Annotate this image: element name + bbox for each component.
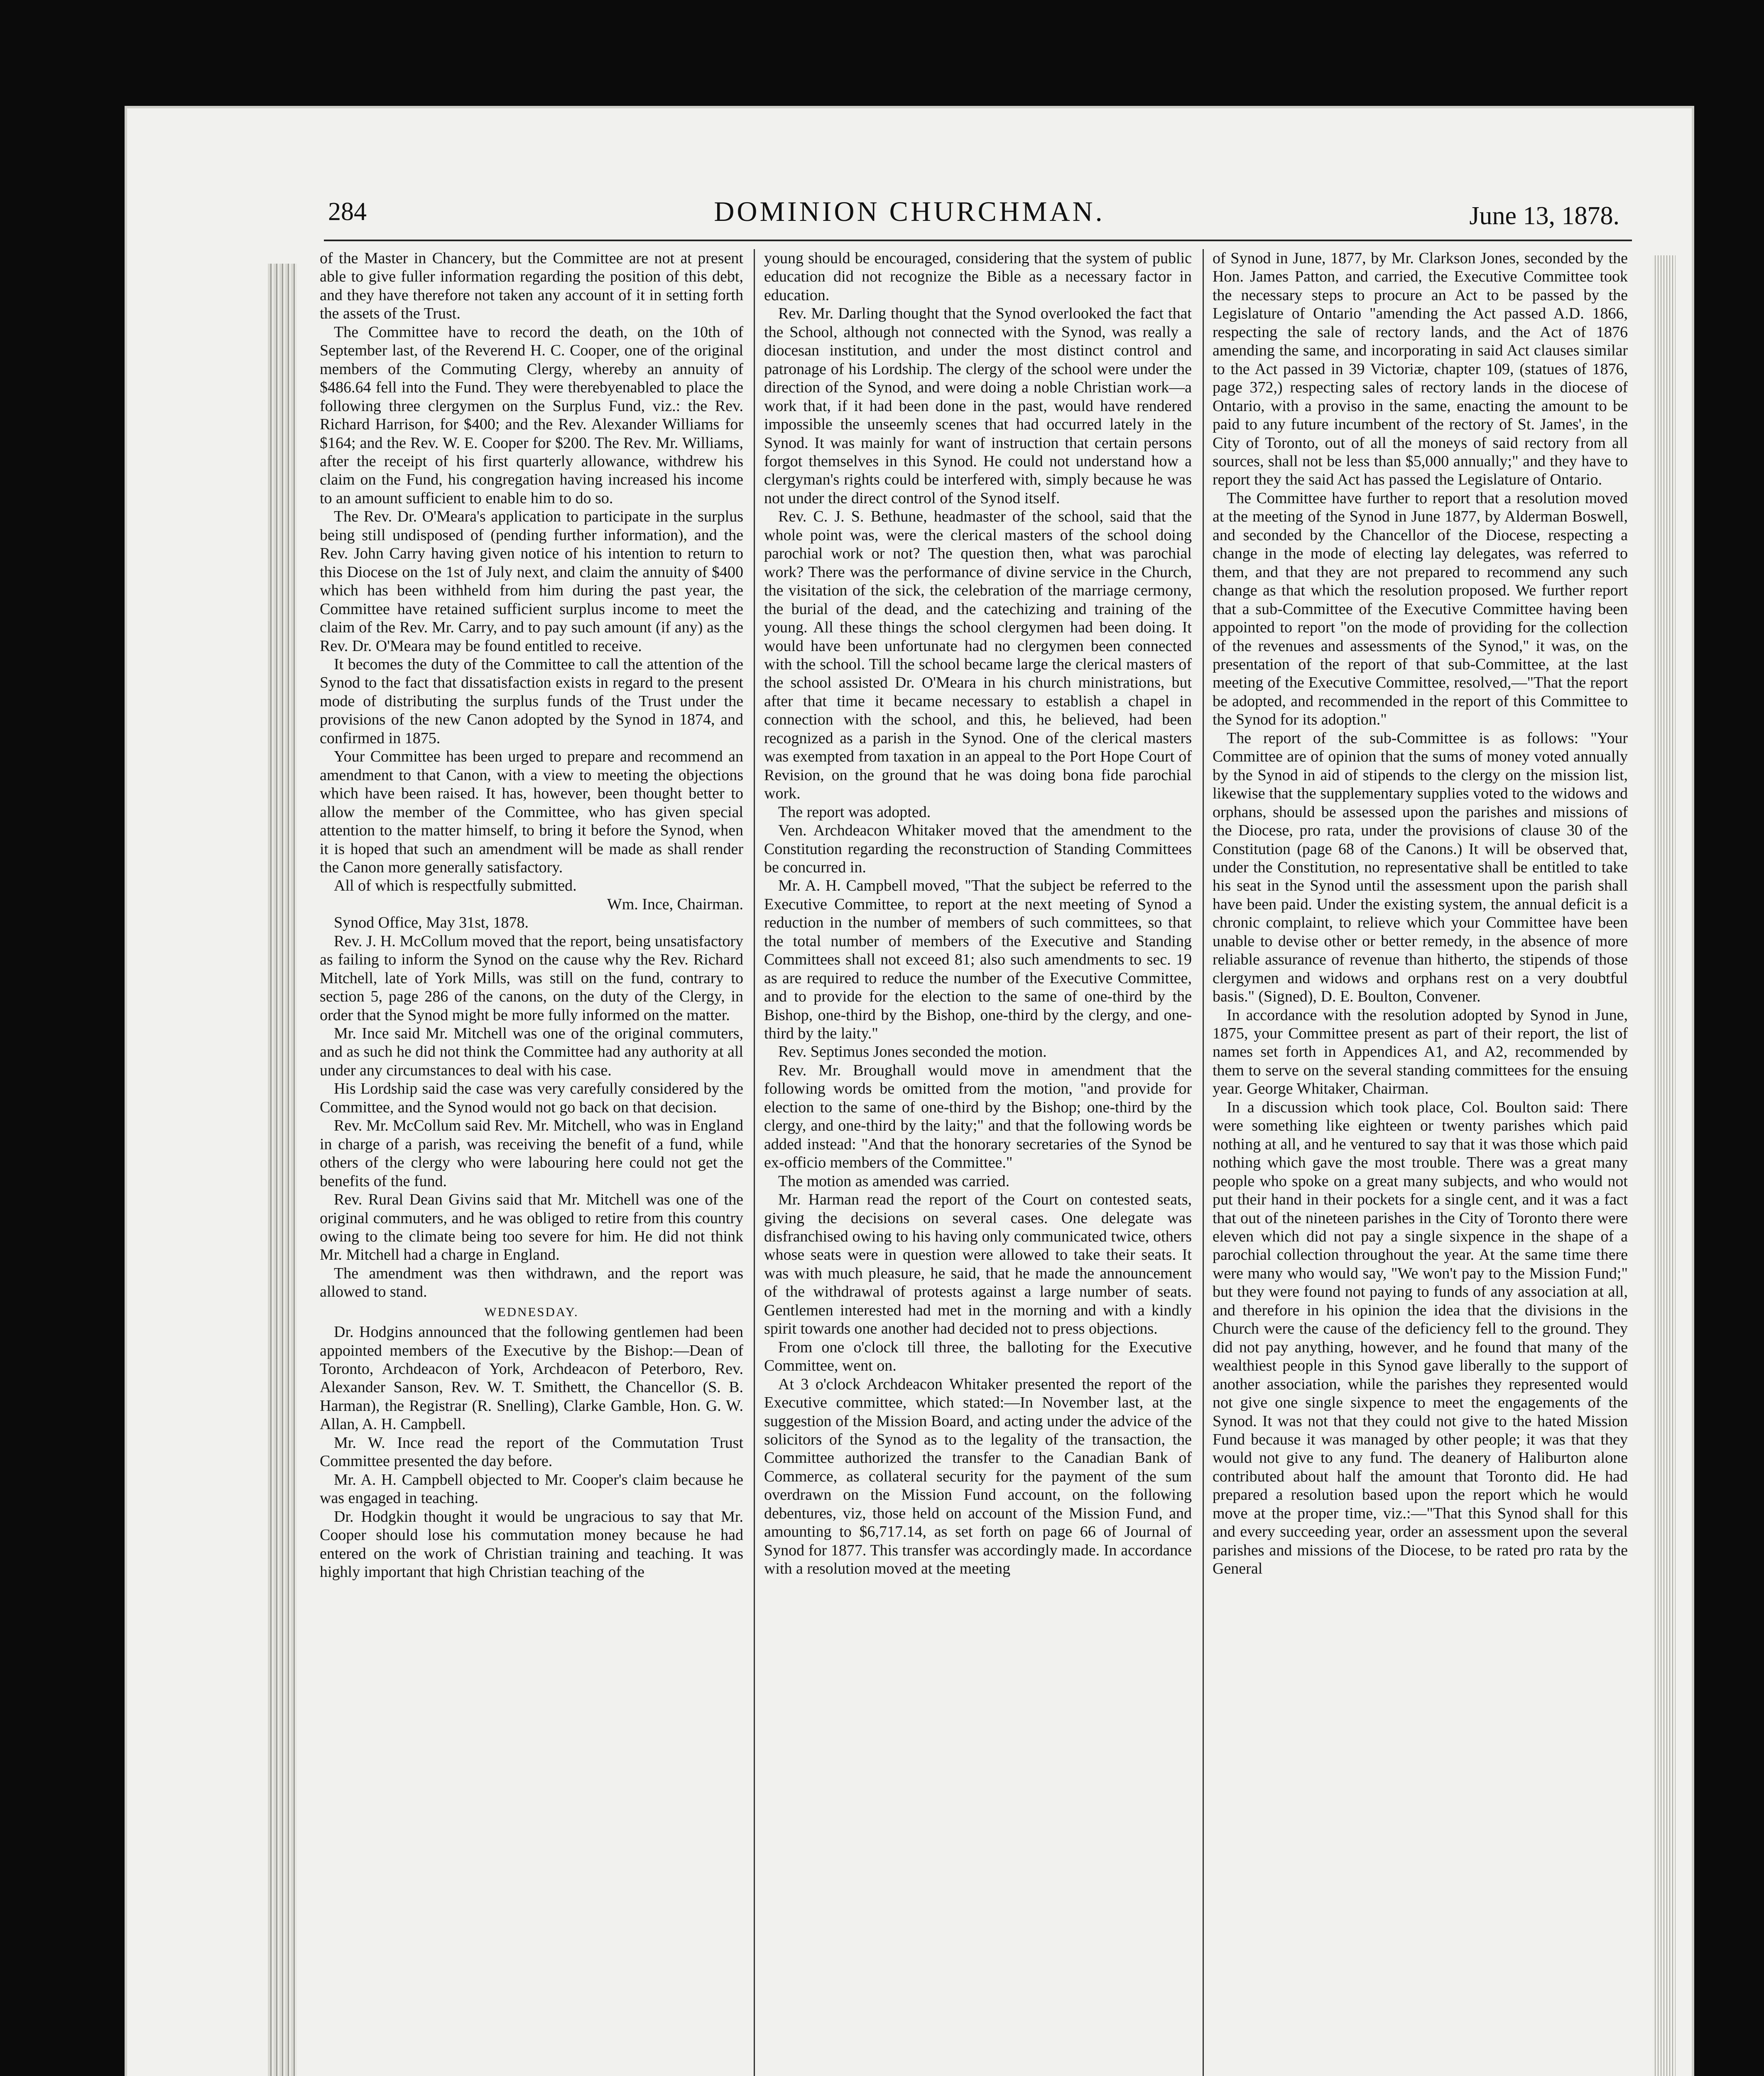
paragraph: The report of the sub-Committee is as follows: "Your Committee are of opinion that the sums of money voted annually by the Synod in aid of stipends to the clergy on the mission list, likewise that the supplementary supplies voted to the widows and orphans, should be assessed upon the parishes and missions of the Diocese, pro rata, under the provisions of clause 30 of the Constitution (page 68 of the Canons.) It will be observed that, under the Constitution, no representative shall be entitled to take his seat in the Synod until the assessment upon the parish shall have been paid. Under the existing system, the annual deficit is a chronic complaint, to relieve which your Committee have been unable to devise other or better remedy, in the absence of more reliable assurance of revenue than hitherto, the stipends of those clergymen and widows and orphans rest on a very doubtful basis." (Signed), D. E. Boulton, Convener. bbox=[1213, 729, 1628, 1006]
paragraph: Dr. Hodgins announced that the following gentlemen had been appointed members of the Executive by the Bishop:—Dean of Toronto, Archdeacon of York, Archdeacon of Peterboro, Rev. Alexander Sanson, Rev. W. T. Smithett, the Chancellor (S. B. Harman), the Registrar (R. Snelling), Clarke Gamble, Hon. G. W. Allan, A. H. Campbell. bbox=[320, 1323, 743, 1433]
paragraph: Mr. Ince said Mr. Mitchell was one of the original commuters, and as such he did not think the Committee had any authority at all under any circumstances to deal with his case. bbox=[320, 1025, 743, 1079]
paragraph: Mr. W. Ince read the report of the Commutation Trust Committee presented the day before. bbox=[320, 1434, 743, 1470]
paragraph: In a discussion which took place, Col. Boulton said: There were something like eighteen or twenty parishes which paid nothing at all, and he ventured to say that it was those which paid nothing which gave the most trouble. There was a great many people who spoke on a great many subjects, and who would not put their hand in their pockets for a single cent, and it was a fact that out of the nineteen parishes in the City of Toronto there were eleven which did not pay a single sixpence in the shape of a parochial collection throughout the year. At the same time there were many who would say, "We won't pay to the Mission Fund;" but they were found not paying to funds of any association at all, and therefore in his opinion the idea that the divisions in the Church were the cause of the deficiency fell to the ground. They did not pay anything, however, and he found that many of the wealthiest people in this Synod gave liberally to the support of another association, while the parishes they represented would not give one single sixpence to meet the engagements of the Synod. It was not that they could not give to the hated Mission Fund because it was managed by other people; it was that they would not give to any fund. The deanery of Haliburton alone contributed about half the amount that Toronto did. He had prepared a resolution based upon the report which he would move at the proper time, viz.:—"That this Synod shall for this and every succeeding year, order an assessment upon the several parishes and missions of the Diocese, to be rated pro rata by the General bbox=[1213, 1098, 1628, 1578]
paragraph: Rev. Septimus Jones seconded the motion. bbox=[778, 1043, 1047, 1061]
paragraph: The motion as amended was carried. bbox=[778, 1172, 1010, 1190]
text-column-2 bbox=[764, 249, 1192, 2076]
paragraph: All of which is respectfully submitted. bbox=[334, 877, 577, 895]
paragraph: Ven. Archdeacon Whitaker moved that the amendment to the Constitution regarding the reconstruction of Standing Committees be concurred in. bbox=[764, 822, 1192, 876]
page-number: 284 bbox=[328, 198, 367, 226]
page-edge bbox=[1653, 255, 1676, 2076]
paragraph: The Rev. Dr. O'Meara's application to participate in the surplus being still undisposed of (pending further information), and the Rev. John Carry having given notice of his intention to return to this Diocese on the 1st of July next, and claim the annuity of $400 which has been withheld from him during the past year, the Committee have retained sufficient surplus income to meet the claim of the Rev. Mr. Carry, and to pay such amount (if any) as the Rev. Dr. O'Meara may be found entitled to receive. bbox=[320, 508, 743, 655]
masthead: DOMINION CHURCHMAN. bbox=[714, 196, 1105, 227]
page-binding bbox=[268, 264, 297, 2076]
paragraph: From one o'clock till three, the balloting for the Executive Committee, went on. bbox=[764, 1338, 1192, 1375]
column-divider bbox=[754, 249, 755, 2076]
paragraph: young should be encouraged, considering that the system of public education did not recognize the Bible as a necessary factor in education. bbox=[764, 250, 1192, 304]
paragraph: Rev. C. J. S. Bethune, headmaster of the school, said that the whole point was, were the clerical masters of the school doing parochial work or not? The question then, what was parochial work? There was the performance of divine service in the Church, the visitation of the sick, the celebration of the marriage cermony, the burial of the dead, and the catechizing and training of the young. All these things the school clergymen had been doing. It would have been unfortunate had no clergymen been connected with the school. Till the school became large the clerical masters of the school assisted Dr. O'Meara in his church ministrations, but after that time it became necessary to establish a chapel in connection with the school, and this, he believed, had been recognized as a parish in the Synod. One of the clerical masters was exempted from taxation in an appeal to the Port Hope Court of Revision, on the ground that he was doing bona fide parochial work. bbox=[764, 508, 1192, 803]
paragraph: Mr. Harman read the report of the Court on contested seats, giving the decisions on several cases. One delegate was disfranchised owing to his having only communicated twice, others whose seats were in question were allowed to take their seats. It was with much pleasure, he said, that he made the announcement of the withdrawal of protests against a large number of seats. Gentlemen interested had met in the morning and with a kindly spirit towards one another had decided not to press objections. bbox=[764, 1191, 1192, 1338]
paragraph: Rev. Mr. McCollum said Rev. Mr. Mitchell, who was in England in charge of a parish, was receiving the benefit of a fund, while others of the clergy who were labouring here could not get the benefits of the fund. bbox=[320, 1117, 743, 1190]
paragraph: The report was adopted. bbox=[778, 803, 931, 821]
paragraph: Mr. A. H. Campbell objected to Mr. Cooper's claim because he was engaged in teaching. bbox=[320, 1471, 743, 1507]
paragraph: Rev. J. H. McCollum moved that the report, being unsatisfactory as failing to inform the Synod on the cause why the Rev. Richard Mitchell, late of York Mills, was still on the fund, contrary to section 5, page 286 of the canons, on the duty of the Clergy, in order that the Synod might be more fully informed on the matter. bbox=[320, 932, 743, 1024]
paragraph: Your Committee has been urged to prepare and recommend an amendment to that Canon, with a view to meeting the objections which have been raised. It has, however, been thought better to allow the member of the Committee, who has given special attention to the matter himself, to bring it before the Synod, when it is hoped that such an amendment will be made as shall render the Canon more generally satisfactory. bbox=[320, 748, 743, 876]
paragraph: The amendment was then withdrawn, and the report was allowed to stand. bbox=[320, 1264, 743, 1301]
text-column-1 bbox=[320, 249, 743, 2076]
paragraph: At 3 o'clock Archdeacon Whitaker presented the report of the Executive committee, which stated:—In November last, at the suggestion of the Mission Board, and acting under the advice of the solicitors of the Synod as to the legality of the transaction, the Committee authorized the transfer to the Canadian Bank of Commerce, as collateral security for the payment of the sum overdrawn on the Mission Fund account, on the following debentures, viz, those held on account of the Mission Fund, and amounting to $6,717.14, as set forth on page 66 of Journal of Synod for 1877. This transfer was accordingly made. In accordance with a resolution moved at the meeting bbox=[764, 1375, 1192, 1578]
paragraph: Rev. Mr. Darling thought that the Synod overlooked the fact that the School, although not connected with the Synod, was really a diocesan institution, and under the most distinct control and patronage of his Lordship. The clergy of the school were under the direction of the Synod, and were doing a noble Christian work—a work that, if it had been done in the past, would have rendered impossible the unseemly scenes that had occurred lately in the Synod. It was mainly for want of instruction that certain persons forgot themselves in this Synod. He could not understand how a clergyman's rights could be interfered with, simply because he was not under the direct control of the Synod itself. bbox=[764, 305, 1192, 507]
paragraph: of the Master in Chancery, but the Committee are not at present able to give fuller information regarding the position of this debt, and they have therefore not taken any account of it in setting forth the assets of the Trust. bbox=[320, 250, 743, 323]
paragraph: His Lordship said the case was very carefully considered by the Committee, and the Synod would not go back on that decision. bbox=[320, 1080, 743, 1116]
paragraph: WEDNESDAY. bbox=[484, 1304, 579, 1319]
paragraph: Rev. Mr. Broughall would move in amendment that the following words be omitted from the motion, "and provide for election to the same of one-third by the Bishop; one-third by the clergy, and one-third by the laity;" and that the following words be added instead: "And that the honorary secretaries of the Synod be ex-officio members of the Committee." bbox=[764, 1061, 1192, 1172]
paragraph: The Committee have further to report that a resolution moved at the meeting of the Synod in June 1877, by Alderman Boswell, and seconded by the Chancellor of the Diocese, respecting a change in the mode of electing lay delegates, was referred to them, and that they are not prepared to recommend any such change as that which the resolution proposed. We further report that a sub-Committee of the Executive Committee having been appointed to report "on the mode of providing for the collection of the revenues and assessments of the Synod," it was, on the presentation of the report of that sub-Committee, at the last meeting of the Executive Committee, resolved,—"That the report be adopted, and recommended in the report of this Committee to the Synod for its adoption." bbox=[1213, 489, 1628, 729]
paragraph: Rev. Rural Dean Givins said that Mr. Mitchell was one of the original commuters, and he was obliged to retire from this country owing to the climate being too severe for him. He did not think Mr. Mitchell had a charge in England. bbox=[320, 1191, 743, 1264]
paragraph: Mr. A. H. Campbell moved, "That the subject be referred to the Executive Committee, to report at the next meeting of Synod a reduction in the number of members of such committees, so that the total number of members of the Executive and Standing Committees shall not exceed 81; also such amendments to sec. 19 as are required to reduce the number of the Executive Committee, and to provide for the election to the same of one-third by the Bishop, one-third by the Bishop, one-third by the clergy, and one-third by the laity." bbox=[764, 877, 1192, 1043]
column-divider bbox=[1203, 249, 1204, 2076]
paragraph: Synod Office, May 31st, 1878. bbox=[334, 914, 529, 932]
paragraph: The Committee have to record the death, on the 10th of September last, of the Reverend H. C. Cooper, one of the original members of the Commuting Clergy, whereby an annuity of $486.64 fell into the Fund. They were therebyenabled to place the following three clergymen on the Surplus Fund, viz.: the Rev. Richard Harrison, for $400; and the Rev. Alexander Williams for $164; and the Rev. W. E. Cooper for $200. The Rev. Mr. Williams, after the receipt of his first quarterly allowance, withdrew his claim on the Fund, his congregation having increased his income to an amount sufficient to enable him to do so. bbox=[320, 323, 743, 507]
page-header bbox=[125, 189, 1694, 235]
text-column-3 bbox=[1213, 249, 1628, 2076]
paragraph: of Synod in June, 1877, by Mr. Clarkson Jones, seconded by the Hon. James Patton, and carried, the Executive Committee took the necessary steps to procure an Act to be passed by the Legislature of Ontario "amending the Act passed A.D. 1866, respecting the sale of rectory lands, and the Act of 1876 amending the same, and incorporating in said Act clauses similar to the Act passed in 39 Victoriæ, chapter 109, (statues of 1876, page 372,) respecting sales of rectory lands in the diocese of Ontario, with a proviso in the same, enacting the amount to be paid to any future incumbent of the rectory of St. James', in the City of Toronto, out of all the moneys of said rectory from all sources, shall not be less than $5,000 annually;" and they have to report they the said Act has passed the Legislature of Ontario. bbox=[1213, 250, 1628, 489]
header-rule bbox=[324, 240, 1632, 241]
paragraph: Wm. Ince, Chairman. bbox=[607, 895, 743, 913]
paragraph: It becomes the duty of the Committee to call the attention of the Synod to the fact that dissatisfaction exists in regard to the present mode of distributing the surplus funds of the Trust under the provisions of the new Canon adopted by the Synod in 1874, and confirmed in 1875. bbox=[320, 655, 743, 747]
newspaper-page bbox=[125, 106, 1694, 2076]
issue-date: June 13, 1878. bbox=[1469, 202, 1619, 230]
paragraph: In accordance with the resolution adopted by Synod in June, 1875, your Committee present as part of their report, the list of names set forth in Appendices A1, and A2, recommended by them to serve on the several standing committees for the ensuing year. George Whitaker, Chairman. bbox=[1213, 1006, 1628, 1098]
paragraph: Dr. Hodgkin thought it would be ungracious to say that Mr. Cooper should lose his commutation money because he had entered on the work of Christian training and teaching. It was highly important that high Christian teaching of the bbox=[320, 1508, 743, 1581]
